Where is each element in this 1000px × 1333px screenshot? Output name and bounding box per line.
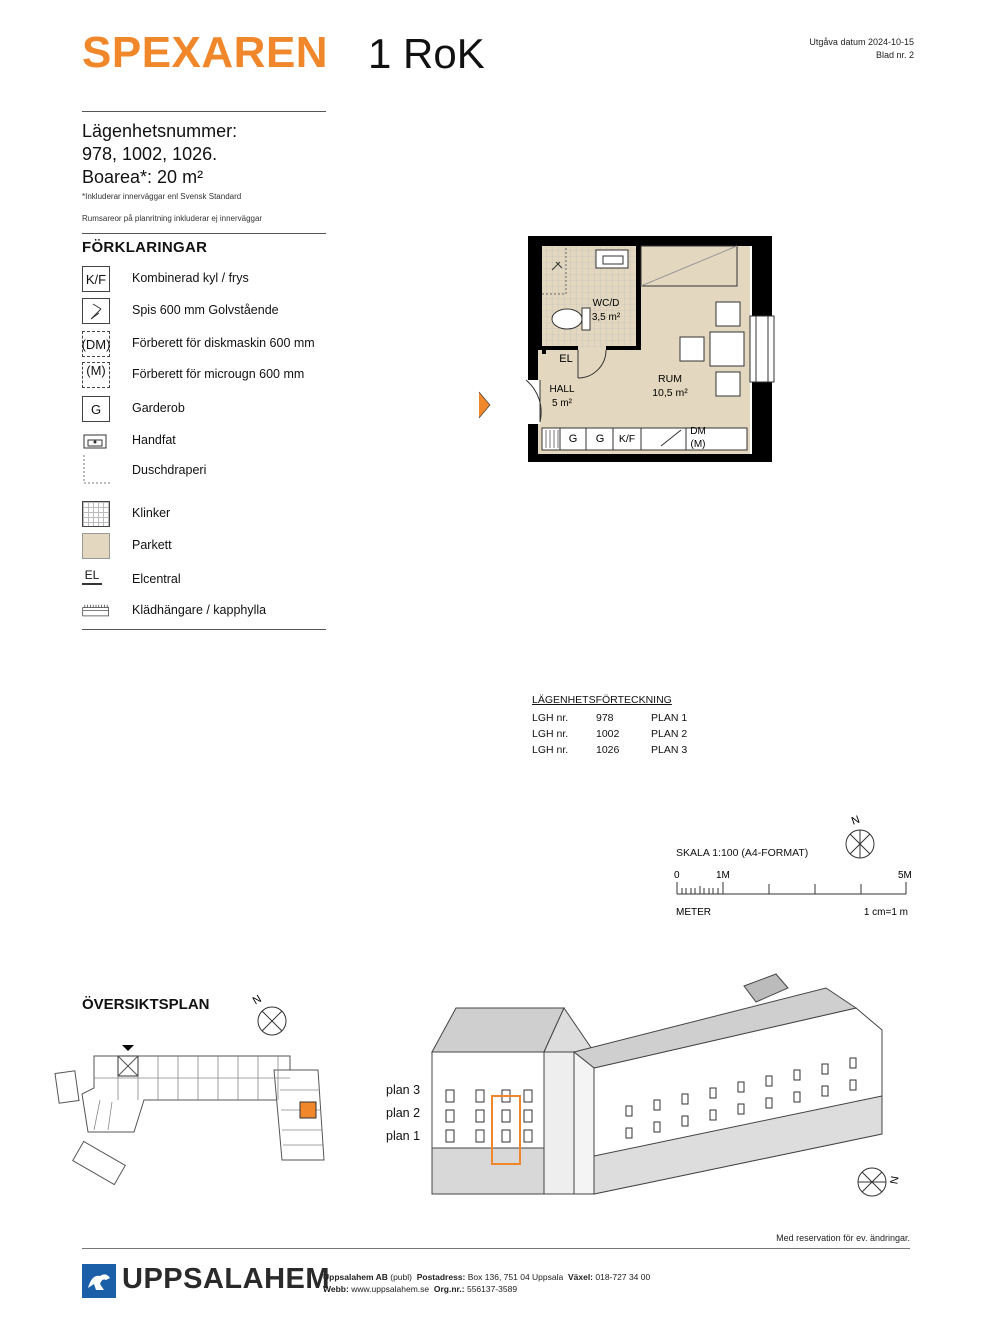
legend-label: Klinker [132, 506, 171, 520]
apartment-location-highlight [300, 1102, 316, 1118]
coat-hanger-icon [82, 598, 110, 624]
document-meta [809, 36, 914, 62]
area-footnote: *Inkluderar innerväggar enl Svensk Standard [82, 192, 242, 201]
list-item [532, 712, 711, 728]
divider [82, 629, 326, 630]
dishwasher-icon: (DM) [82, 331, 110, 357]
plan-3-label: plan 3 [386, 1083, 421, 1097]
scale-unit: METER [676, 907, 711, 918]
legend-label: Förberett för microugn 600 mm [132, 367, 305, 381]
stove-icon [82, 298, 110, 324]
room-area-note: Rumsareor på planritning inkluderar ej innerväggar [82, 214, 263, 223]
row-plan: PLAN 2 [651, 728, 688, 740]
chair [680, 337, 704, 361]
north-label: N [250, 992, 264, 1008]
north-label: N [888, 1175, 902, 1186]
org-value: 556137-3589 [466, 1284, 518, 1294]
chair [716, 302, 740, 326]
legend-item-fridge [82, 266, 342, 296]
legend-item-tile [82, 501, 342, 531]
legend-item-shower-curtain [82, 458, 342, 494]
room-name: RUM [658, 373, 682, 385]
company-name: Uppsalahem AB [323, 1272, 388, 1282]
overview-title: ÖVERSIKTSPLAN [82, 996, 210, 1013]
fridge-label: K/F [618, 433, 636, 445]
reservation-note: Med reservation för ev. ändringar. [776, 1233, 910, 1243]
legend-label: Spis 600 mm Golvstående [132, 303, 279, 317]
apartment-type: 1 RoK [368, 30, 485, 77]
microwave-icon: (M) [82, 362, 110, 388]
parquet-icon [82, 533, 110, 559]
sheet-number: Blad nr. 2 [875, 50, 914, 60]
sink-icon [82, 428, 110, 454]
entrance-marker-icon [122, 1045, 134, 1051]
wc-name: WC/D [592, 298, 620, 309]
scale-tick-1: 1M [716, 870, 730, 881]
phone-value: 018-727 34 00 [595, 1272, 651, 1282]
row-plan: PLAN 3 [651, 744, 688, 756]
web-link[interactable]: www.uppsalahem.se [351, 1284, 430, 1294]
electrical-panel-icon: EL [82, 567, 102, 585]
scale-tick-0: 0 [674, 870, 680, 881]
toilet [582, 308, 590, 330]
company-info-line-1 [323, 1271, 650, 1283]
apartment-list-title: LÄGENHETSFÖRTECKNING [532, 694, 672, 706]
issue-date: Utgåva datum 2024-10-15 [809, 37, 914, 47]
row-number: 1002 [596, 728, 620, 740]
dishwasher-label: DM [690, 426, 706, 437]
legend-item-parquet [82, 533, 342, 563]
apartment-area: Boarea*: 20 m² [82, 167, 204, 187]
company-publ: (publ) [390, 1272, 412, 1282]
address-value: Box 136, 751 04 Uppsala [467, 1272, 564, 1282]
wardrobe-label: G [568, 433, 578, 445]
north-label: N [849, 813, 862, 828]
hall-name: HALL [549, 384, 575, 395]
legend-label: Parkett [132, 538, 172, 552]
legend-label: Elcentral [132, 572, 181, 586]
row-number: 978 [596, 712, 614, 724]
apartment-number-label: Lägenhetsnummer: [82, 121, 238, 141]
phone-label: Växel: [567, 1272, 594, 1282]
tile-icon [82, 501, 110, 527]
address-label: Postadress: [416, 1272, 466, 1282]
shower-curtain-icon [82, 458, 110, 484]
building-illustration [426, 968, 896, 1202]
table [710, 332, 744, 366]
window [750, 316, 774, 382]
scale-ratio: 1 cm=1 m [863, 907, 908, 918]
divider [82, 111, 326, 112]
apartment-list [532, 694, 711, 760]
list-item [532, 728, 711, 744]
scale-title: SKALA 1:100 (A4-FORMAT) [676, 847, 809, 859]
legend-item-sink [82, 428, 342, 458]
company-info-line-2 [323, 1283, 650, 1295]
legend-item-dishwasher [82, 331, 342, 361]
legend-item-stove [82, 298, 342, 328]
list-item [532, 744, 711, 760]
row-number: 1026 [596, 744, 620, 756]
wc-area: 3,5 m² [591, 312, 621, 323]
overview-site-plan [50, 1040, 340, 1190]
legend-label: Förberett för diskmaskin 600 mm [132, 336, 315, 350]
legend-item-electrical [82, 567, 342, 597]
legend-label: Kombinerad kyl / frys [132, 271, 249, 285]
company-logo-text: UPPSALAHEM [122, 1263, 331, 1295]
plan-2-label: plan 2 [386, 1106, 421, 1120]
web-label: Webb: [323, 1284, 349, 1294]
scale-bar [670, 866, 920, 922]
fridge-freezer-icon: K/F [82, 266, 110, 292]
microwave-label: (M) [690, 439, 706, 450]
wardrobe-icon: G [82, 396, 110, 422]
plan-1-label: plan 1 [386, 1129, 421, 1143]
electrical-panel-label: EL [559, 353, 573, 365]
legend-item-hanger [82, 598, 342, 628]
legend-label: Duschdraperi [132, 463, 207, 477]
legend-item-microwave [82, 362, 342, 392]
floor-plan [456, 232, 778, 468]
legend-title: FÖRKLARINGAR [82, 239, 208, 256]
row-label: LGH nr. [532, 712, 569, 724]
entrance-marker-icon [479, 392, 490, 418]
org-label: Org.nr.: [433, 1284, 465, 1294]
legend-label: Klädhängare / kapphylla [132, 603, 267, 617]
scale-tick-5: 5M [898, 870, 912, 881]
room-area: 10,5 m² [652, 387, 688, 399]
uppsalahem-logo-icon [82, 1264, 116, 1298]
row-label: LGH nr. [532, 728, 569, 740]
apartment-info [82, 120, 237, 189]
wardrobe-label: G [595, 433, 605, 445]
row-label: LGH nr. [532, 744, 569, 756]
chair [716, 372, 740, 396]
legend-label: Garderob [132, 401, 185, 415]
hall-area: 5 m² [552, 398, 572, 409]
divider [82, 233, 326, 234]
row-plan: PLAN 1 [651, 712, 688, 724]
legend-item-wardrobe [82, 396, 342, 426]
company-info [323, 1271, 650, 1295]
apartment-numbers: 978, 1002, 1026. [82, 144, 218, 164]
footer-divider [82, 1248, 910, 1249]
overview-north-arrow-icon [248, 992, 294, 1040]
building-north-arrow-icon [856, 1162, 902, 1202]
legend-label: Handfat [132, 433, 176, 447]
brand-title: SPEXAREN [82, 28, 329, 77]
north-arrow-icon [838, 812, 884, 864]
